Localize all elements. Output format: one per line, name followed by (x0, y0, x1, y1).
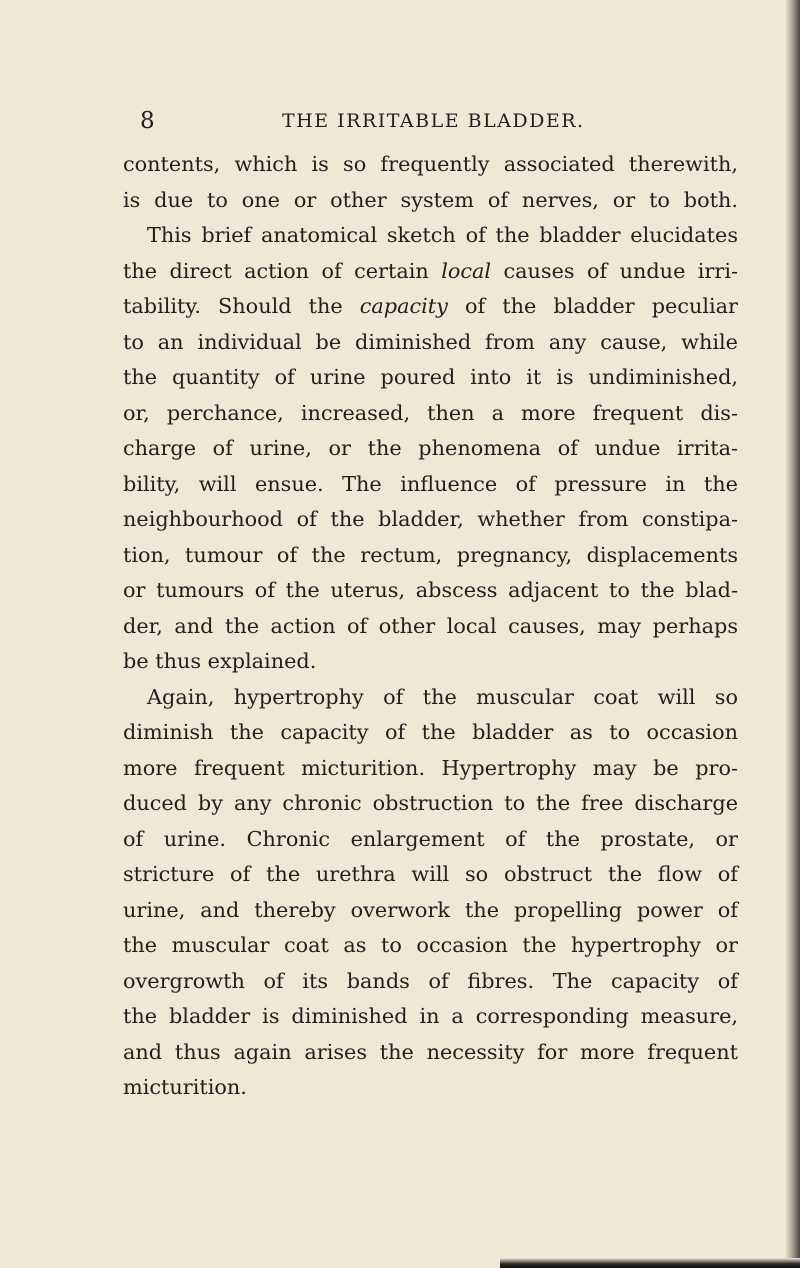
text-line: to an individual be diminished from any cause, while (123, 329, 738, 354)
text-line: and thus again arises the necessity for more frequent (123, 1039, 738, 1064)
text-line: is due to one or other system of nerves, or to both. (123, 187, 738, 212)
text-line: bility, will ensue. The influence of pressure in the (123, 471, 738, 496)
text-line: urine, and thereby overwork the propelling power of (123, 897, 738, 922)
text-line: tability. Should the capacity of the bladder peculiar (123, 294, 738, 318)
text-line: the quantity of urine poured into it is undiminished, (123, 365, 738, 389)
text-line: tion, tumour of the rectum, pregnancy, displacements (123, 542, 738, 567)
text-line: neighbourhood of the bladder, whether from constipa- (123, 507, 738, 531)
text-line: This brief anatomical sketch of the bladder elucidates (147, 223, 738, 247)
text-line: overgrowth of its bands of fibres. The capacity of (123, 968, 738, 993)
text-line: diminish the capacity of the bladder as to occasion (123, 720, 738, 744)
text-line: stricture of the urethra will so obstruct the flow of (123, 862, 738, 886)
bottom-rule (500, 1258, 800, 1268)
text-line: Again, hypertrophy of the muscular coat will so (147, 684, 738, 709)
running-title: THE IRRITABLE BLADDER. (282, 110, 585, 132)
text-line: duced by any chronic obstruction to the free discharge (123, 791, 738, 815)
text-line: be thus explained. (123, 649, 317, 673)
emphasis: capacity (359, 294, 448, 318)
text-line: the direct action of certain local causes of undue irri- (123, 258, 738, 283)
text-line: or tumours of the uterus, abscess adjacent to the blad- (123, 578, 738, 602)
page-edge (786, 0, 800, 1268)
text-line: charge of urine, or the phenomena of undue irrita- (123, 436, 738, 460)
text-line: contents, which is so frequently associated therewith, (123, 152, 738, 176)
text-line: or, perchance, increased, then a more frequent dis- (123, 400, 738, 425)
page-header (140, 106, 660, 136)
emphasis: local (441, 258, 492, 283)
text-line: micturition. (123, 1075, 247, 1099)
text-line: of urine. Chronic enlargement of the prostate, or (123, 826, 738, 851)
page-number: 8 (140, 108, 155, 134)
text-line: the muscular coat as to occasion the hypertrophy or (123, 933, 738, 957)
body-text (123, 147, 738, 1106)
text-line: more frequent micturition. Hypertrophy may be pro- (123, 755, 738, 780)
text-line: der, and the action of other local causes, may perhaps (123, 613, 738, 638)
text-line: the bladder is diminished in a corresponding measure, (123, 1004, 738, 1028)
